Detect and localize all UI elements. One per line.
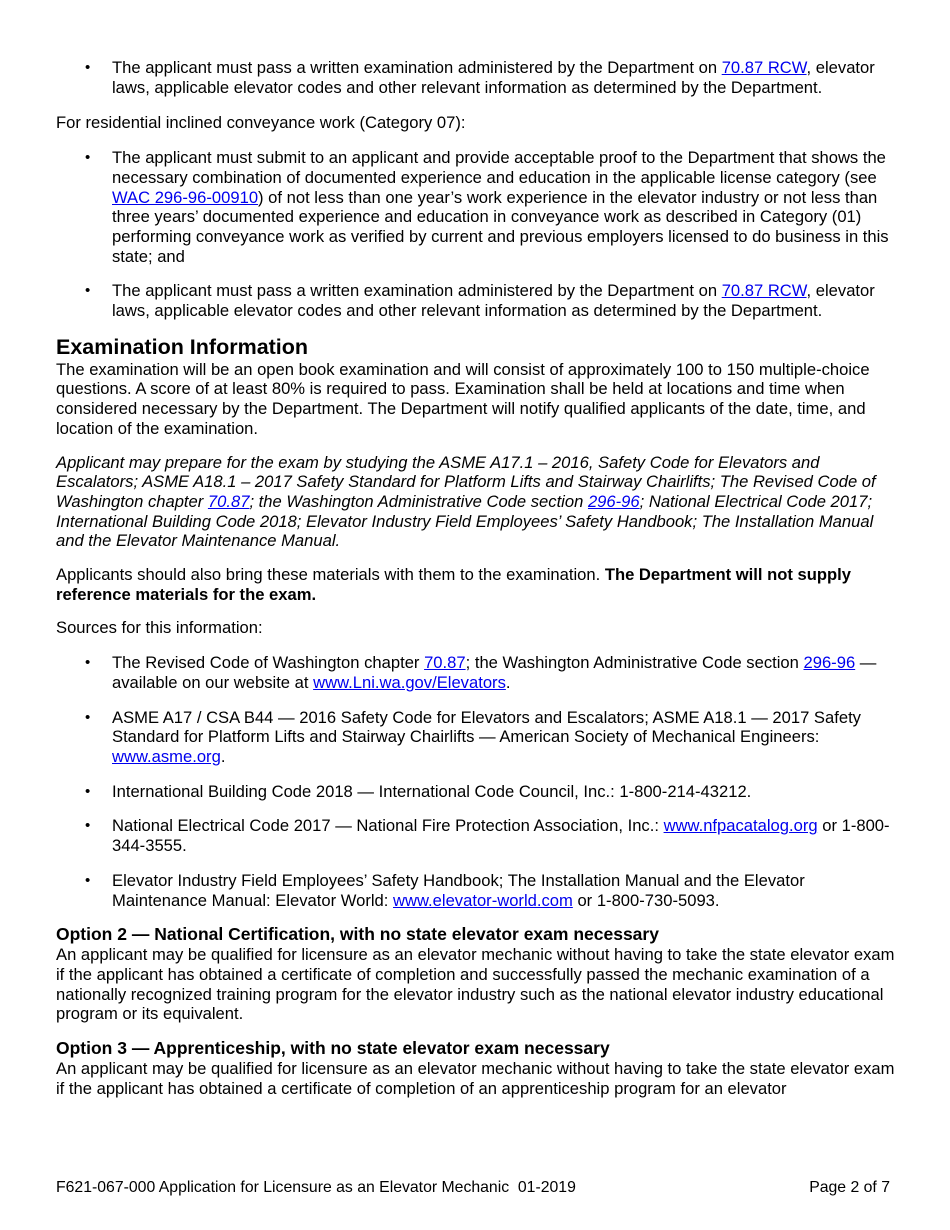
- form-number: F621-067-000 Application for Licensure as an Elevator Mechanic 01-2019: [56, 1179, 576, 1196]
- exam-info-paragraph: The examination will be an open book examination and will consist of approximately 100 to 150 multiple-choice questions. A score of at least 80% is required to pass. Examination shall be held at locations and time when considered necessary by the Department. The Department will notify qualified applicants of the date, time, and location of the examination.: [56, 359, 870, 438]
- option-2-heading: Option 2 — National Certification, with no state elevator exam necessary: [56, 924, 659, 945]
- sources-label: Sources for this information:: [56, 618, 263, 638]
- category-07-intro: For residential inclined conveyance work (Category 07):: [56, 113, 466, 133]
- list-item: • The applicant must pass a written examination administered by the Department on 70.87 RCW, elevator laws, applicable elevator codes and other relevant information as determined by the Department.: [56, 281, 898, 320]
- option-3-heading: Option 3 — Apprenticeship, with no state elevator exam necessary: [56, 1038, 610, 1059]
- asme-link[interactable]: www.asme.org: [112, 746, 221, 766]
- top-bullet-list: [56, 58, 898, 97]
- rcw-70-87-link[interactable]: 70.87: [424, 653, 466, 673]
- elevator-world-link[interactable]: www.elevator-world.com: [393, 890, 573, 910]
- list-item: • ASME A17 / CSA B44 — 2016 Safety Code for Elevators and Escalators; ASME A18.1 — 2017 Safety Standard for Platform Lifts and Stairway Chairlifts — American Society of Mechanical Engineers: www.asme.org.: [56, 708, 898, 767]
- list-item: • Elevator Industry Field Employees’ Safety Handbook; The Installation Manual and the Elevator Maintenance Manual: Elevator World: www.elevator-world.com or 1-800-730-5093.: [56, 871, 898, 910]
- list-item: • The applicant must pass a written examination administered by the Department on 70.87 RCW, elevator laws, applicable elevator codes and other relevant information as determined by the Department.: [56, 58, 898, 97]
- document-page: [56, 58, 898, 1098]
- list-item: • National Electrical Code 2017 — National Fire Protection Association, Inc.: www.nfpacatalog.org or 1-800-344-3555.: [56, 816, 898, 855]
- category-07-list: [56, 148, 898, 321]
- page-number: Page 2 of 7: [809, 1179, 890, 1196]
- option-2-paragraph: An applicant may be qualified for licensure as an elevator mechanic without having to take the state elevator exam if the applicant has obtained a certificate of completion and successfully passed the mechanic examination of a nationally recognized training program for the elevator industry such as the national elevator industry educational program or its equivalent.: [56, 945, 895, 1024]
- wac-296-96-link[interactable]: 296-96: [587, 491, 640, 511]
- lni-elevators-link[interactable]: www.Lni.wa.gov/Elevators: [313, 672, 506, 692]
- list-item: • The applicant must submit to an applicant and provide acceptable proof to the Department that shows the necessary combination of documented experience and education in the applicable license category (see WAC 296-96-00910) of not less than one year’s work experience in the elevator industry or not less than three years’ documented experience and education in conveyance work as described in Category (01) performing conveyance work as verified by current and previous employers licensed to do business in this state; and: [56, 148, 898, 266]
- wac-296-96-00910-link[interactable]: WAC 296-96-00910: [112, 187, 259, 207]
- list-item: • International Building Code 2018 — International Code Council, Inc.: 1-800-214-43212.: [56, 782, 898, 802]
- option-3-paragraph: An applicant may be qualified for licensure as an elevator mechanic without having to take the state elevator exam if the applicant has obtained a certificate of completion of an apprenticeship program for an elevator: [56, 1059, 895, 1098]
- study-materials-paragraph: Applicant may prepare for the exam by studying the ASME A17.1 – 2016, Safety Code for Elevators and Escalators; ASME A18.1 – 2017 Safety Standard for Platform Lifts and Stairway Chairlifts; The Revised Code of Washington chapter 70.87; the Washington Administrative Code section 296-96; National Electrical Code 2017; International Building Code 2018; Elevator Industry Field Employees’ Safety Handbook; The Installation Manual and the Elevator Maintenance Manual.: [56, 452, 876, 551]
- rcw-70-87-link[interactable]: 70.87 RCW: [721, 281, 807, 301]
- list-item: • The Revised Code of Washington chapter 70.87; the Washington Administrative Code section 296-96 — available on our website at www.Lni.wa.gov/Elevators.: [56, 653, 898, 692]
- rcw-70-87-link[interactable]: 70.87 RCW: [721, 58, 807, 77]
- exam-info-heading: Examination Information: [56, 334, 309, 359]
- bring-materials-paragraph: Applicants should also bring these materials with them to the examination. The Department will not supply reference materials for the exam.: [56, 565, 851, 604]
- rcw-70-87-link[interactable]: 70.87: [207, 491, 250, 511]
- nfpacatalog-link[interactable]: www.nfpacatalog.org: [663, 816, 818, 836]
- wac-296-96-link[interactable]: 296-96: [803, 653, 856, 673]
- sources-list: [56, 653, 898, 910]
- page-footer: [56, 1178, 890, 1197]
